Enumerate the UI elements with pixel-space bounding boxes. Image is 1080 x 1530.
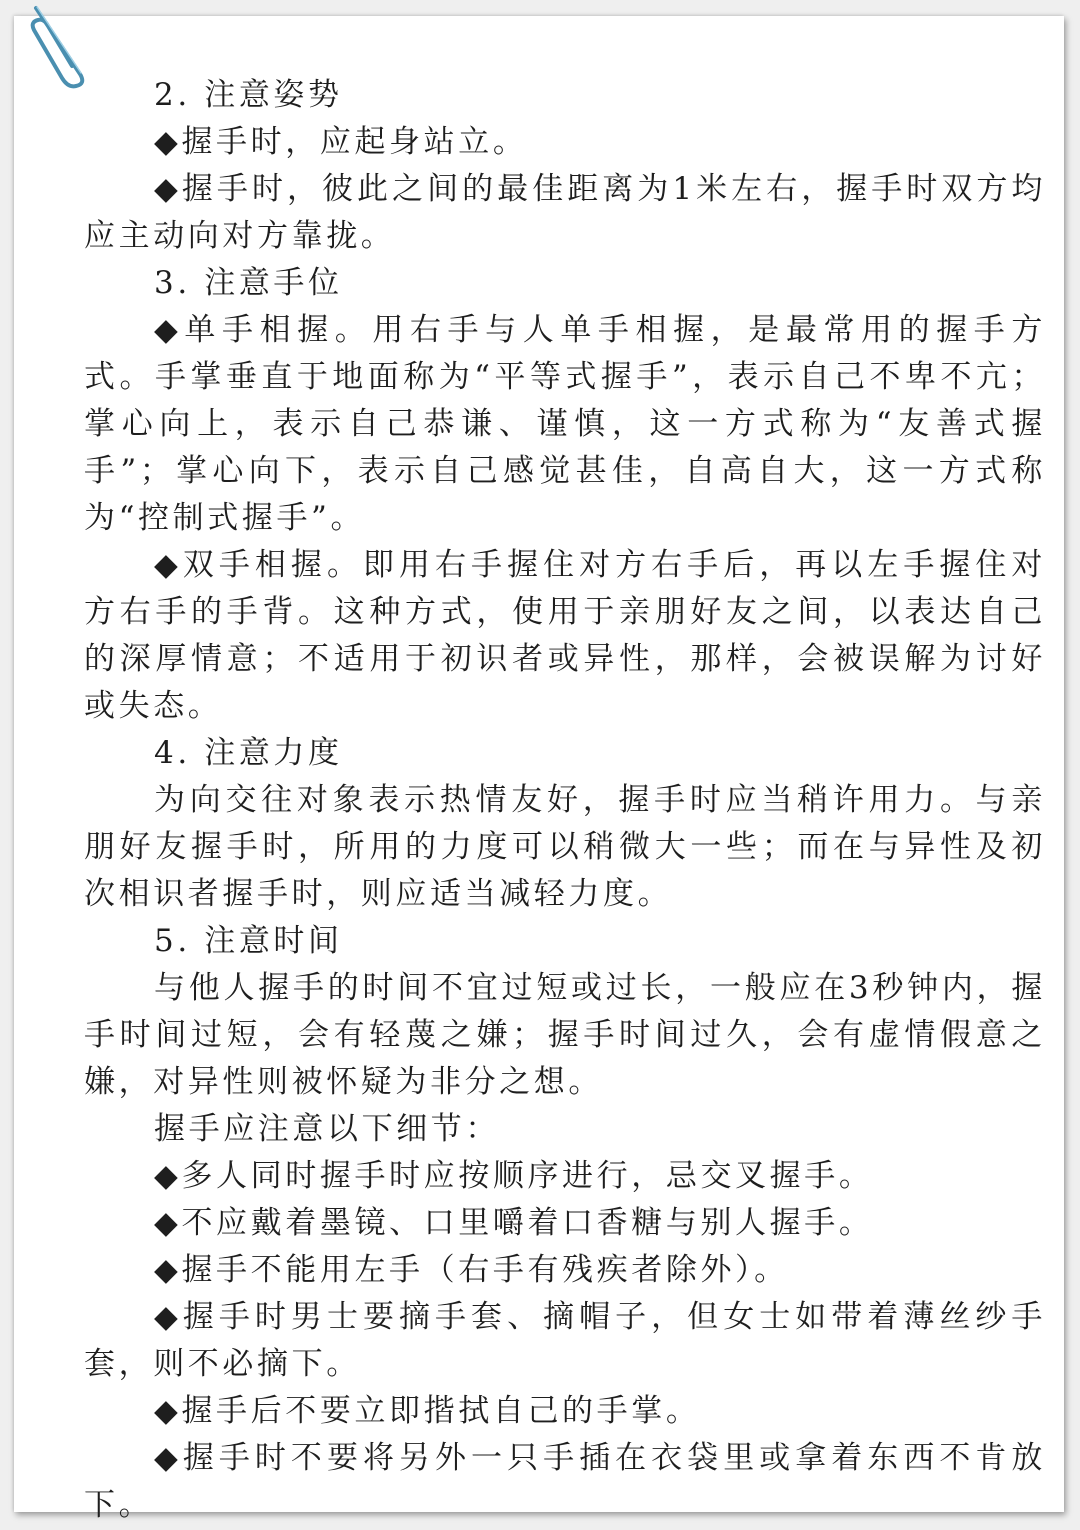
- bullet-pocket: ◆握手时不要将另外一只手插在衣袋里或拿着东西不肯放下。: [84, 1440, 1046, 1523]
- bullet-double-hand: ◆双手相握。即用右手握住对方右手后，再以左手握住对方右手的手背。这种方式，使用于亲朋好友之间，以表达自己的深厚情意；不适用于初识者或异性，那样，会被误解为讨好或失态。: [84, 547, 1046, 724]
- bullet-gloves: ◆握手时男士要摘手套、摘帽子，但女士如带着薄丝纱手套，则不必摘下。: [84, 1299, 1046, 1382]
- bullet-stand-up: ◆握手时，应起身站立。: [154, 124, 528, 160]
- document-body: [84, 72, 1046, 1529]
- bullet-order: ◆多人同时握手时应按顺序进行，忌交叉握手。: [154, 1158, 874, 1194]
- section-heading-duration: 5. 注意时间: [154, 923, 343, 959]
- section-heading-strength: 4. 注意力度: [154, 735, 343, 771]
- section-heading-posture: 2. 注意姿势: [154, 77, 343, 113]
- paragraph-details-intro: 握手应注意以下细节：: [154, 1111, 500, 1147]
- paragraph-strength: 为向交往对象表示热情友好，握手时应当稍许用力。与亲朋好友握手时，所用的力度可以稍微大一些；而在与异性及初次相识者握手时，则应适当减轻力度。: [84, 782, 1046, 912]
- bullet-left-hand: ◆握手不能用左手（右手有残疾者除外）。: [154, 1252, 789, 1288]
- bullet-distance: ◆握手时，彼此之间的最佳距离为1米左右，握手时双方均应主动向对方靠拢。: [84, 171, 1046, 254]
- paper-sheet: [14, 16, 1064, 1523]
- bullet-wipe: ◆握手后不要立即揩拭自己的手掌。: [154, 1393, 701, 1429]
- paragraph-duration: 与他人握手的时间不宜过短或过长，一般应在3秒钟内，握手时间过短，会有轻蔑之嫌；握手时间过久，会有虚情假意之嫌，对异性则被怀疑为非分之想。: [84, 970, 1046, 1100]
- paperclip-icon: [26, 0, 90, 90]
- bullet-sunglasses: ◆不应戴着墨镜、口里嚼着口香糖与别人握手。: [154, 1205, 874, 1241]
- bullet-single-hand: ◆单手相握。用右手与人单手相握，是最常用的握手方式。手掌垂直于地面称为“平等式握手”，表示自己不卑不亢；掌心向上，表示自己恭谦、谨慎，这一方式称为“友善式握手”；掌心向下，表示自己感觉甚佳，自高自大，这一方式称为“控制式握手”。: [84, 312, 1046, 536]
- section-heading-hand-position: 3. 注意手位: [154, 265, 343, 301]
